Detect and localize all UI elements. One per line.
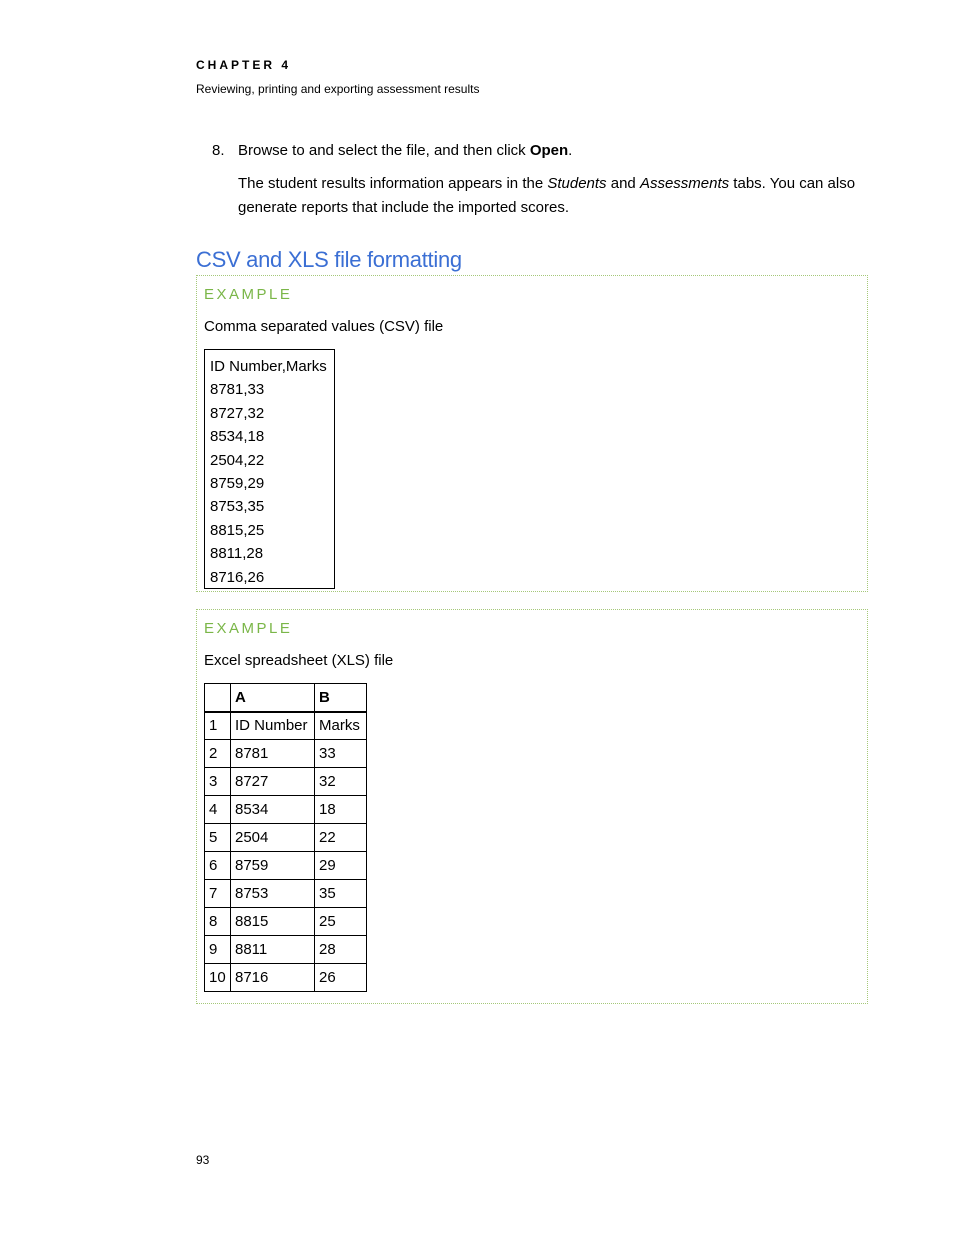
table-row bbox=[205, 908, 367, 936]
table-cell: 8811 bbox=[231, 936, 315, 964]
table-row bbox=[205, 852, 367, 880]
table-cell: 2504 bbox=[231, 824, 315, 852]
csv-line: 8811,28 bbox=[210, 545, 264, 563]
table-row bbox=[205, 740, 367, 768]
table-cell: 8753 bbox=[231, 880, 315, 908]
section-heading: CSV and XLS file formatting bbox=[196, 247, 462, 272]
page-number: 93 bbox=[196, 1153, 210, 1167]
example-label: EXAMPLE bbox=[204, 286, 293, 303]
table-cell: ID Number bbox=[231, 712, 315, 740]
csv-line: 8716,26 bbox=[210, 568, 265, 586]
table-row bbox=[205, 796, 367, 824]
step-text-after: . bbox=[568, 142, 573, 159]
table-cell: 8534 bbox=[231, 796, 315, 824]
table-row bbox=[205, 824, 367, 852]
table-cell: 8759 bbox=[231, 852, 315, 880]
table-row bbox=[205, 880, 367, 908]
row-index-cell: 5 bbox=[205, 824, 231, 852]
table-cell: 22 bbox=[315, 824, 367, 852]
csv-line: 8753,35 bbox=[210, 498, 265, 516]
csv-line: ID Number,Marks bbox=[210, 358, 327, 375]
row-index-cell: 6 bbox=[205, 852, 231, 880]
step-number: 8. bbox=[212, 142, 225, 159]
step-note-part3: tabs. You can also generate reports that include the imported scores. bbox=[238, 175, 856, 216]
table-cell: Marks bbox=[315, 712, 367, 740]
step-text-before: Browse to and select the file, and then click bbox=[238, 142, 530, 159]
table-cell: 35 bbox=[315, 880, 367, 908]
step-text bbox=[238, 142, 572, 160]
table-row bbox=[205, 964, 367, 992]
csv-line: 8727,32 bbox=[210, 404, 265, 422]
csv-line: 8534,18 bbox=[210, 428, 265, 446]
example-description: Comma separated values (CSV) file bbox=[204, 318, 444, 335]
table-row bbox=[205, 768, 367, 796]
row-index-cell: 7 bbox=[205, 880, 231, 908]
table-cell: 18 bbox=[315, 796, 367, 824]
step-note bbox=[238, 172, 868, 220]
csv-line: 8815,25 bbox=[210, 521, 265, 539]
example-description: Excel spreadsheet (XLS) file bbox=[204, 652, 394, 669]
row-index-cell: 1 bbox=[205, 712, 231, 740]
example-box-csv bbox=[196, 275, 868, 592]
table-cell: 8716 bbox=[231, 964, 315, 992]
table-cell: 8727 bbox=[231, 768, 315, 796]
row-index-cell: 2 bbox=[205, 740, 231, 768]
table-cell: 29 bbox=[315, 852, 367, 880]
csv-line: 2504,22 bbox=[210, 451, 265, 469]
table-cell: 25 bbox=[315, 908, 367, 936]
csv-line: 8781,33 bbox=[210, 381, 265, 399]
column-header: B bbox=[315, 684, 367, 712]
row-index-cell: 10 bbox=[205, 964, 231, 992]
example-box-xls bbox=[196, 609, 868, 1004]
xls-table bbox=[204, 683, 367, 992]
row-index-cell: 3 bbox=[205, 768, 231, 796]
table-cell: 28 bbox=[315, 936, 367, 964]
step-note-part2: and bbox=[606, 175, 640, 192]
csv-content-box bbox=[204, 349, 335, 589]
row-index-cell: 9 bbox=[205, 936, 231, 964]
table-row bbox=[205, 936, 367, 964]
chapter-label: CHAPTER 4 bbox=[196, 58, 292, 72]
table-cell: 8781 bbox=[231, 740, 315, 768]
row-index-cell: 8 bbox=[205, 908, 231, 936]
row-index-cell: 4 bbox=[205, 796, 231, 824]
table-row bbox=[205, 712, 367, 740]
step-note-part1: The student results information appears in the bbox=[238, 175, 548, 192]
column-header: A bbox=[231, 684, 315, 712]
step-note-italic1: Students bbox=[547, 175, 607, 192]
step-text-bold: Open bbox=[529, 142, 569, 159]
step-note-italic2: Assessments bbox=[639, 175, 730, 192]
table-cell: 32 bbox=[315, 768, 367, 796]
csv-line: 8759,29 bbox=[210, 475, 265, 493]
chapter-title: Reviewing, printing and exporting assessment results bbox=[196, 82, 480, 96]
example-label: EXAMPLE bbox=[204, 620, 293, 637]
table-header-row bbox=[205, 684, 367, 712]
table-cell: 26 bbox=[315, 964, 367, 992]
column-header bbox=[205, 684, 231, 712]
table-cell: 8815 bbox=[231, 908, 315, 936]
table-cell: 33 bbox=[315, 740, 367, 768]
